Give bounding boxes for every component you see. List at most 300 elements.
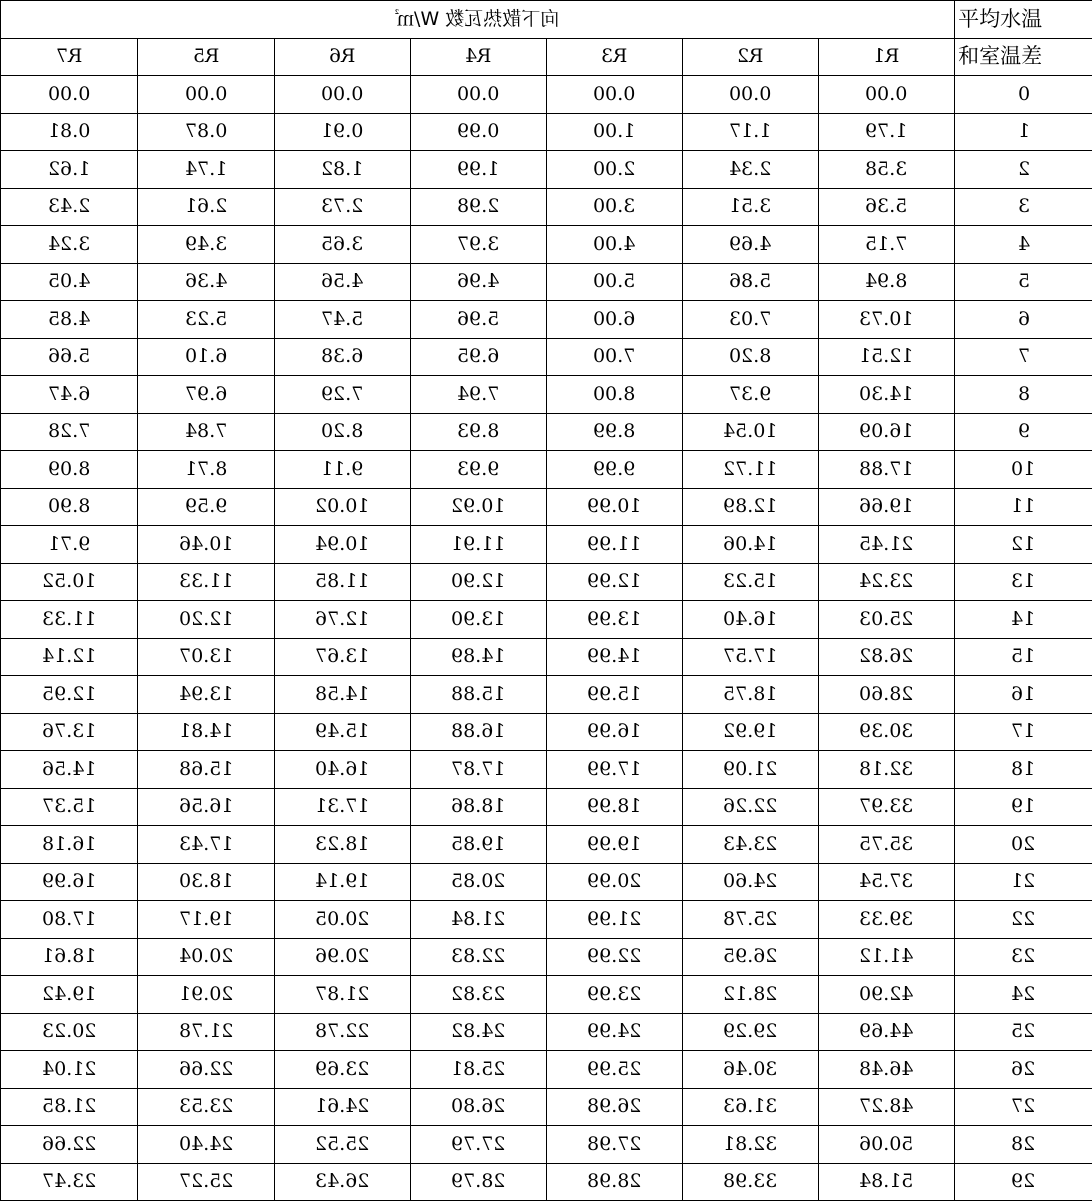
table-cell	[819, 938, 955, 976]
cell-value: 24.60	[723, 872, 777, 891]
cell-value: 14.58	[315, 685, 369, 704]
table-cell	[683, 451, 819, 489]
cell-value: 15.88	[451, 685, 505, 704]
cell-value: 9.59	[185, 497, 227, 516]
table-cell	[1, 188, 138, 226]
cell-value: 19.17	[179, 910, 233, 929]
cell-value: 26.43	[315, 1172, 369, 1191]
cell-value: 7.15	[865, 235, 907, 254]
table-cell	[547, 338, 683, 376]
table-cell	[547, 901, 683, 939]
table-cell	[819, 1051, 955, 1089]
cell-value: 7.28	[48, 422, 90, 441]
table-cell	[138, 901, 275, 939]
table-cell	[138, 188, 275, 226]
cell-value: 17.80	[42, 910, 96, 929]
cell-value: 23.43	[723, 835, 777, 854]
cell-value: 13.67	[315, 647, 369, 666]
cell-value: 18.86	[451, 797, 505, 816]
table-cell	[683, 826, 819, 864]
cell-value: 7.00	[593, 347, 635, 366]
table-row	[1, 413, 1092, 451]
temperature-difference-cell	[955, 113, 1092, 151]
cell-value: 12.90	[451, 572, 505, 591]
cell-value: 0.00	[729, 85, 771, 104]
table-cell	[138, 1013, 275, 1051]
header-row-group	[1, 1, 1092, 39]
cell-value: 16.18	[42, 835, 96, 854]
table-cell	[819, 1126, 955, 1164]
table-cell	[547, 76, 683, 114]
table-cell	[138, 751, 275, 789]
table-cell	[683, 788, 819, 826]
table-cell	[1, 113, 138, 151]
cell-value: 0.91	[321, 122, 363, 141]
cell-value: 7.94	[457, 385, 499, 404]
table-row	[1, 188, 1092, 226]
table-cell	[411, 563, 547, 601]
cell-value: 5.66	[48, 347, 90, 366]
table-cell	[275, 826, 411, 864]
temperature-difference-value: 5	[1018, 272, 1030, 291]
cell-value: 23.24	[859, 572, 913, 591]
table-cell	[138, 863, 275, 901]
table-cell	[819, 1088, 955, 1126]
cell-value: 7.84	[185, 422, 227, 441]
cell-value: 14.99	[587, 647, 641, 666]
cell-value: 1.79	[865, 122, 907, 141]
temperature-difference-cell	[955, 451, 1092, 489]
table-cell	[138, 376, 275, 414]
temperature-difference-cell	[955, 338, 1092, 376]
table-cell	[411, 751, 547, 789]
cell-value: 28.79	[451, 1172, 505, 1191]
cell-value: 25.81	[451, 1060, 505, 1079]
temperature-difference-value: 13	[1011, 572, 1035, 591]
table-cell	[411, 938, 547, 976]
table-cell	[1, 301, 138, 339]
temperature-difference-cell	[955, 488, 1092, 526]
temperature-difference-value: 19	[1011, 797, 1035, 816]
cell-value: 14.30	[859, 385, 913, 404]
table-cell	[683, 1013, 819, 1051]
table-cell	[547, 488, 683, 526]
cell-value: 10.02	[315, 497, 369, 516]
table-cell	[1, 713, 138, 751]
table-row	[1, 526, 1092, 564]
temperature-difference-cell	[955, 638, 1092, 676]
cell-value: 5.36	[865, 197, 907, 216]
cell-value: 3.58	[865, 160, 907, 179]
cell-value: 4.36	[185, 272, 227, 291]
table-row	[1, 1163, 1092, 1201]
table-cell	[819, 188, 955, 226]
cell-value: 17.43	[179, 835, 233, 854]
table-cell	[819, 113, 955, 151]
cell-value: 5.47	[321, 310, 363, 329]
table-cell	[275, 451, 411, 489]
cell-value: 10.52	[42, 572, 96, 591]
cell-value: 22.26	[723, 797, 777, 816]
cell-value: 0.00	[185, 85, 227, 104]
temperature-difference-value: 0	[1018, 85, 1030, 104]
column-header	[1, 38, 138, 76]
temperature-difference-value: 7	[1018, 347, 1030, 366]
cell-value: 19.66	[859, 497, 913, 516]
table-cell	[683, 488, 819, 526]
column-header-label: R3	[601, 47, 627, 66]
cell-value: 50.06	[859, 1135, 913, 1154]
group-header-cell	[1, 1, 955, 39]
table-cell	[411, 526, 547, 564]
cell-value: 22.99	[587, 947, 641, 966]
table-cell	[547, 301, 683, 339]
cell-value: 18.61	[42, 947, 96, 966]
cell-value: 15.99	[587, 685, 641, 704]
table-cell	[683, 188, 819, 226]
temperature-difference-value: 9	[1018, 422, 1030, 441]
table-cell	[547, 1126, 683, 1164]
cell-value: 4.56	[321, 272, 363, 291]
temperature-difference-cell	[955, 188, 1092, 226]
table-cell	[819, 1163, 955, 1201]
cell-value: 1.00	[593, 122, 635, 141]
temperature-difference-cell	[955, 1088, 1092, 1126]
table-cell	[819, 751, 955, 789]
cell-value: 0.00	[865, 85, 907, 104]
cell-value: 16.56	[179, 797, 233, 816]
column-header	[547, 38, 683, 76]
table-row	[1, 788, 1092, 826]
table-cell	[275, 263, 411, 301]
table-cell	[411, 901, 547, 939]
column-header-label: R2	[737, 47, 763, 66]
table-cell	[138, 1163, 275, 1201]
table-cell	[138, 338, 275, 376]
cell-value: 0.87	[185, 122, 227, 141]
cell-value: 11.33	[179, 572, 233, 591]
table-cell	[275, 526, 411, 564]
table-cell	[275, 1051, 411, 1089]
table-cell	[819, 488, 955, 526]
temperature-difference-cell	[955, 301, 1092, 339]
table-row	[1, 113, 1092, 151]
temperature-difference-value: 23	[1011, 947, 1035, 966]
cell-value: 23.53	[179, 1097, 233, 1116]
cell-value: 23.82	[451, 985, 505, 1004]
table-cell	[547, 638, 683, 676]
temperature-difference-value: 28	[1011, 1135, 1035, 1154]
cell-value: 19.14	[315, 872, 369, 891]
table-cell	[547, 826, 683, 864]
temperature-difference-cell	[955, 938, 1092, 976]
cell-value: 17.87	[451, 760, 505, 779]
cell-value: 21.84	[451, 910, 505, 929]
table-cell	[547, 376, 683, 414]
temperature-difference-cell	[955, 151, 1092, 189]
table-cell	[1, 151, 138, 189]
table-cell	[138, 76, 275, 114]
table-row	[1, 76, 1092, 114]
table-cell	[683, 638, 819, 676]
temperature-difference-cell	[955, 263, 1092, 301]
table-cell	[1, 413, 138, 451]
temperature-difference-value: 14	[1011, 610, 1035, 629]
column-header-label: R7	[56, 47, 82, 66]
table-cell	[819, 788, 955, 826]
cell-value: 2.34	[729, 160, 771, 179]
table-cell	[547, 1013, 683, 1051]
table-cell	[547, 263, 683, 301]
table-cell	[819, 563, 955, 601]
cell-value: 13.07	[179, 647, 233, 666]
cell-value: 8.20	[729, 347, 771, 366]
table-cell	[275, 113, 411, 151]
cell-value: 4.85	[48, 310, 90, 329]
table-cell	[275, 1088, 411, 1126]
cell-value: 2.73	[321, 197, 363, 216]
table-cell	[683, 713, 819, 751]
table-row	[1, 226, 1092, 264]
cell-value: 21.45	[859, 535, 913, 554]
table-cell	[275, 938, 411, 976]
table-cell	[683, 1163, 819, 1201]
cell-value: 8.99	[593, 422, 635, 441]
cell-value: 12.51	[859, 347, 913, 366]
cell-value: 20.85	[451, 872, 505, 891]
cell-value: 24.99	[587, 1022, 641, 1041]
table-cell	[819, 526, 955, 564]
table-cell	[275, 751, 411, 789]
cell-value: 6.95	[457, 347, 499, 366]
column-header	[138, 38, 275, 76]
table-cell	[138, 1051, 275, 1089]
cell-value: 2.61	[185, 197, 227, 216]
cell-value: 5.00	[593, 272, 635, 291]
cell-value: 30.46	[723, 1060, 777, 1079]
cell-value: 2.43	[48, 197, 90, 216]
temperature-difference-cell	[955, 1163, 1092, 1201]
cell-value: 11.72	[723, 460, 777, 479]
table-cell	[1, 751, 138, 789]
cell-value: 6.97	[185, 385, 227, 404]
temperature-difference-cell	[955, 601, 1092, 639]
table-cell	[819, 451, 955, 489]
table-cell	[1, 938, 138, 976]
table-cell	[411, 451, 547, 489]
table-cell	[411, 263, 547, 301]
table-cell	[275, 638, 411, 676]
cell-value: 25.27	[179, 1172, 233, 1191]
cell-value: 48.27	[859, 1097, 913, 1116]
table-cell	[683, 1051, 819, 1089]
temperature-difference-cell	[955, 1126, 1092, 1164]
table-cell	[1, 1163, 138, 1201]
table-row	[1, 938, 1092, 976]
table-cell	[275, 901, 411, 939]
temperature-difference-cell	[955, 863, 1092, 901]
cell-value: 3.00	[593, 197, 635, 216]
table-cell	[411, 188, 547, 226]
cell-value: 32.18	[859, 760, 913, 779]
cell-value: 19.42	[42, 985, 96, 1004]
temperature-difference-value: 25	[1011, 1022, 1035, 1041]
cell-value: 21.78	[179, 1022, 233, 1041]
temperature-difference-value: 2	[1018, 160, 1030, 179]
table-row	[1, 151, 1092, 189]
table-cell	[411, 226, 547, 264]
cell-value: 9.71	[48, 535, 90, 554]
cell-value: 9.99	[593, 460, 635, 479]
cell-value: 21.99	[587, 910, 641, 929]
cell-value: 11.85	[315, 572, 369, 591]
table-cell	[138, 563, 275, 601]
table-cell	[411, 1163, 547, 1201]
cell-value: 22.78	[315, 1022, 369, 1041]
temperature-difference-value: 12	[1011, 535, 1035, 554]
table-cell	[411, 488, 547, 526]
table-cell	[275, 788, 411, 826]
table-cell	[411, 976, 547, 1014]
table-cell	[411, 1013, 547, 1051]
table-cell	[819, 863, 955, 901]
table-cell	[1, 451, 138, 489]
table-cell	[138, 976, 275, 1014]
table-cell	[411, 301, 547, 339]
temperature-difference-value: 16	[1011, 685, 1035, 704]
table-row	[1, 901, 1092, 939]
cell-value: 51.84	[859, 1172, 913, 1191]
temperature-difference-value: 29	[1011, 1172, 1035, 1191]
table-cell	[138, 526, 275, 564]
cell-value: 6.10	[185, 347, 227, 366]
cell-value: 15.49	[315, 722, 369, 741]
table-cell	[275, 601, 411, 639]
table-cell	[411, 338, 547, 376]
table-cell	[411, 826, 547, 864]
table-cell	[683, 751, 819, 789]
cell-value: 4.96	[457, 272, 499, 291]
table-cell	[547, 226, 683, 264]
cell-value: 35.75	[859, 835, 913, 854]
cell-value: 16.40	[723, 610, 777, 629]
cell-value: 8.09	[48, 460, 90, 479]
table-cell	[138, 826, 275, 864]
cell-value: 0.00	[48, 85, 90, 104]
table-cell	[683, 263, 819, 301]
cell-value: 16.99	[42, 872, 96, 891]
table-cell	[547, 451, 683, 489]
table-cell	[547, 676, 683, 714]
table-cell	[138, 1126, 275, 1164]
cell-value: 21.04	[42, 1060, 96, 1079]
corner-header-line1: 平均水温	[955, 1, 1092, 39]
cell-value: 10.94	[315, 535, 369, 554]
column-header-label: R6	[329, 47, 355, 66]
table-cell	[683, 376, 819, 414]
table-cell	[547, 788, 683, 826]
table-cell	[547, 751, 683, 789]
cell-value: 14.89	[451, 647, 505, 666]
temperature-difference-value: 15	[1011, 647, 1035, 666]
cell-value: 20.23	[42, 1022, 96, 1041]
column-header	[683, 38, 819, 76]
table-cell	[1, 376, 138, 414]
table-cell	[547, 413, 683, 451]
cell-value: 26.98	[587, 1097, 641, 1116]
table-cell	[819, 976, 955, 1014]
table-cell	[683, 976, 819, 1014]
cell-value: 0.81	[48, 122, 90, 141]
cell-value: 12.14	[42, 647, 96, 666]
table-cell	[138, 451, 275, 489]
table-cell	[1, 1013, 138, 1051]
table-cell	[683, 1088, 819, 1126]
cell-value: 23.99	[587, 985, 641, 1004]
cell-value: 14.56	[42, 760, 96, 779]
cell-value: 12.89	[723, 497, 777, 516]
cell-value: 28.98	[587, 1172, 641, 1191]
cell-value: 19.99	[587, 835, 641, 854]
cell-value: 25.99	[587, 1060, 641, 1079]
cell-value: 41.12	[859, 947, 913, 966]
cell-value: 22.66	[179, 1060, 233, 1079]
cell-value: 25.03	[859, 610, 913, 629]
temperature-difference-cell	[955, 413, 1092, 451]
temperature-difference-cell	[955, 901, 1092, 939]
table-cell	[411, 1088, 547, 1126]
column-header	[275, 38, 411, 76]
header-row-columns	[1, 38, 1092, 76]
table-row	[1, 338, 1092, 376]
cell-value: 8.71	[185, 460, 227, 479]
cell-value: 3.24	[48, 235, 90, 254]
cell-value: 1.17	[729, 122, 771, 141]
table-row	[1, 263, 1092, 301]
cell-value: 4.69	[729, 235, 771, 254]
temperature-difference-cell	[955, 226, 1092, 264]
cell-value: 28.12	[723, 985, 777, 1004]
table-cell	[138, 113, 275, 151]
temperature-difference-value: 26	[1011, 1060, 1035, 1079]
cell-value: 21.87	[315, 985, 369, 1004]
table-cell	[1, 863, 138, 901]
cell-value: 39.33	[859, 910, 913, 929]
cell-value: 27.98	[587, 1135, 641, 1154]
table-row	[1, 638, 1092, 676]
table-cell	[1, 976, 138, 1014]
table-cell	[1, 1088, 138, 1126]
temperature-difference-value: 21	[1011, 872, 1035, 891]
table-cell	[411, 1051, 547, 1089]
table-cell	[138, 938, 275, 976]
cell-value: 20.04	[179, 947, 233, 966]
cell-value: 21.85	[42, 1097, 96, 1116]
table-cell	[819, 713, 955, 751]
cell-value: 17.57	[723, 647, 777, 666]
table-cell	[819, 638, 955, 676]
cell-value: 10.46	[179, 535, 233, 554]
cell-value: 15.68	[179, 760, 233, 779]
cell-value: 0.99	[457, 122, 499, 141]
cell-value: 0.00	[321, 85, 363, 104]
column-header-label: R4	[465, 47, 491, 66]
temperature-difference-value: 8	[1018, 385, 1030, 404]
cell-value: 37.54	[859, 872, 913, 891]
cell-value: 8.94	[865, 272, 907, 291]
table-cell	[547, 188, 683, 226]
table-row	[1, 601, 1092, 639]
